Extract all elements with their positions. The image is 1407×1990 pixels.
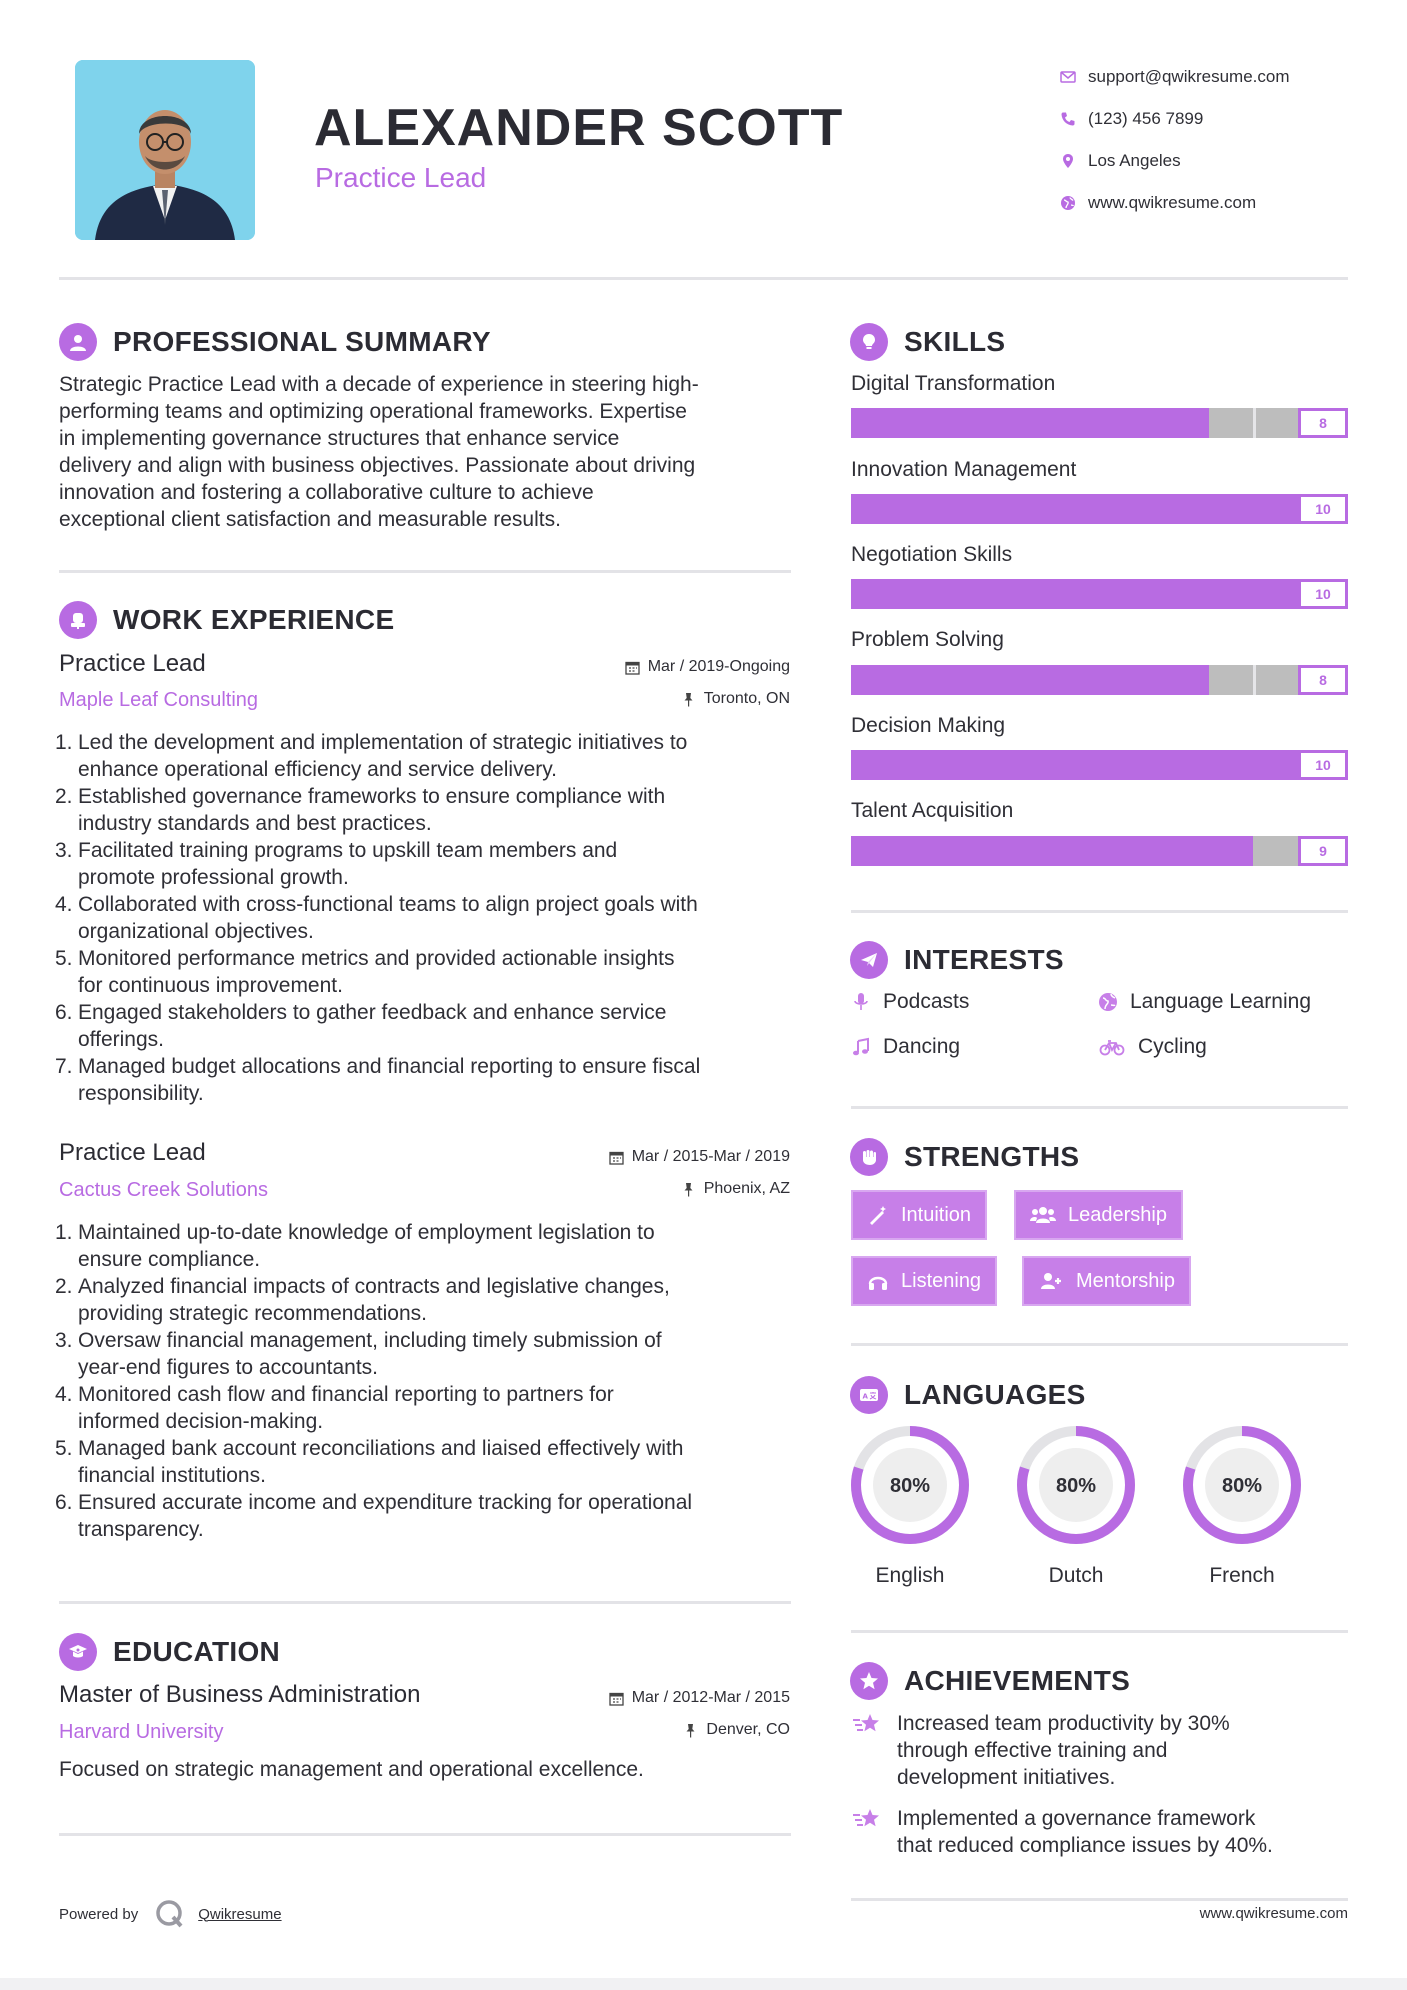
- education-location-text: Denver, CO: [706, 1721, 790, 1738]
- interest-label: Cycling: [1138, 1035, 1207, 1058]
- achievement-item: [851, 1710, 1230, 1791]
- skill-name: Digital Transformation: [851, 372, 1056, 395]
- job-date: [625, 658, 790, 676]
- candidate-name: ALEXANDER SCOTT: [314, 99, 844, 157]
- summary-line: exceptional client satisfaction and measurable results.: [59, 508, 561, 531]
- languages-title: LANGUAGES: [904, 1379, 1086, 1410]
- language-item: [1015, 1424, 1137, 1588]
- language-name: English: [875, 1564, 945, 1587]
- contact-list: [1048, 56, 1368, 224]
- skills-title: SKILLS: [904, 326, 1006, 357]
- globe-icon: [1098, 992, 1118, 1012]
- pushpin-icon: [683, 1723, 698, 1738]
- powered-by-label: Powered by: [59, 1905, 139, 1923]
- skill-fill: [851, 836, 1253, 866]
- globe-icon: [1048, 195, 1088, 211]
- headphones-icon: [867, 1270, 889, 1292]
- footer-powered-by: [59, 1898, 282, 1930]
- job-date-text: Mar / 2019-Ongoing: [647, 658, 790, 675]
- calendar-icon: [609, 1691, 624, 1706]
- language-item: [1181, 1424, 1303, 1588]
- skill-name: Decision Making: [851, 714, 1006, 737]
- summary-line: performing teams and optimizing operational frameworks. Expertise: [59, 400, 687, 423]
- school-name: Harvard University: [59, 1721, 224, 1743]
- pushpin-icon: [681, 692, 696, 707]
- interests-title: INTERESTS: [904, 944, 1064, 975]
- skill-name: Innovation Management: [851, 458, 1077, 481]
- skill-fill: [851, 579, 1348, 609]
- summary-title: PROFESSIONAL SUMMARY: [113, 326, 491, 357]
- summary-divider: [59, 570, 791, 573]
- interest-item: [1098, 1035, 1207, 1059]
- phone-icon: [1048, 111, 1088, 127]
- list-item: 2. Analyzed financial impacts of contracts and legislative changes, providing strategic recommendations.: [55, 1275, 670, 1325]
- language-percent: 80%: [1221, 1475, 1263, 1497]
- contact-email-text: support@qwikresume.com: [1088, 67, 1290, 86]
- music-note-icon: [851, 1037, 871, 1057]
- envelope-icon: [1048, 69, 1088, 85]
- skill-level-badge: 9: [1298, 836, 1348, 866]
- skill-level-badge: 8: [1298, 408, 1348, 438]
- summary-line: innovation and fostering a collaborative culture to achieve: [59, 481, 594, 504]
- list-item: 6. Engaged stakeholders to gather feedback and enhance service offerings.: [55, 1001, 667, 1051]
- strength-label: Intuition: [901, 1203, 972, 1226]
- skill-level-badge: 8: [1298, 665, 1348, 695]
- job-bullets: [55, 1219, 799, 1543]
- job-location-text: Toronto, ON: [703, 690, 790, 707]
- skill-name: Talent Acquisition: [851, 799, 1014, 822]
- candidate-title: Practice Lead: [315, 162, 487, 193]
- skill-level-badge: 10: [1298, 750, 1348, 780]
- page-bottom-strip: [0, 1978, 1407, 1990]
- education-date: [609, 1689, 790, 1707]
- language-ring: [1015, 1424, 1137, 1546]
- interest-item: [851, 1035, 960, 1059]
- users-icon: [1030, 1204, 1056, 1226]
- summary-heading: [59, 323, 491, 361]
- interest-label: Podcasts: [883, 990, 970, 1013]
- skill-segment-tick: [1253, 408, 1256, 438]
- summary-text: [59, 371, 799, 533]
- paper-plane-icon: [850, 941, 888, 979]
- language-ring: [1181, 1424, 1303, 1546]
- strength-label: Leadership: [1068, 1203, 1167, 1226]
- education-location: [683, 1721, 790, 1739]
- job-company: Maple Leaf Consulting: [59, 689, 259, 711]
- skill-name: Problem Solving: [851, 628, 1004, 651]
- achievements-heading: [850, 1662, 1130, 1700]
- achievement-line: through effective training and: [897, 1739, 1168, 1762]
- footer-url[interactable]: www.qwikresume.com: [1199, 1905, 1348, 1922]
- skill-fill: [851, 665, 1209, 695]
- language-card-icon: [850, 1376, 888, 1414]
- interest-label: Dancing: [883, 1035, 961, 1058]
- skill-name: Negotiation Skills: [851, 543, 1013, 566]
- svg-text:A: A: [862, 1392, 868, 1401]
- star-badge-icon: [850, 1662, 888, 1700]
- summary-line: in implementing governance structures that enhance service: [59, 427, 620, 450]
- microphone-icon: [851, 992, 871, 1012]
- strengths-title: STRENGTHS: [904, 1141, 1080, 1172]
- bicycle-icon: [1098, 1037, 1126, 1057]
- achievement-line: Increased team productivity by 30%: [897, 1712, 1230, 1735]
- achievement-line: Implemented a governance framework: [897, 1807, 1256, 1830]
- qwikresume-link[interactable]: Qwikresume: [198, 1905, 282, 1923]
- user-icon: [59, 323, 97, 361]
- shooting-star-icon: [851, 1803, 883, 1835]
- job-bullets: [55, 729, 799, 1107]
- skill-bar: [851, 665, 1348, 695]
- education-date-text: Mar / 2012-Mar / 2015: [631, 1689, 790, 1706]
- user-plus-icon: [1038, 1270, 1064, 1292]
- list-item: 7. Managed budget allocations and financial reporting to ensure fiscal responsibility.: [55, 1055, 701, 1105]
- summary-line: delivery and align with business objectives. Passionate about driving: [59, 454, 696, 477]
- achievement-item: [851, 1805, 1273, 1859]
- contact-location: [1048, 140, 1368, 182]
- skill-bar: [851, 750, 1348, 780]
- contact-website[interactable]: [1048, 182, 1368, 224]
- skill-bar: [851, 494, 1348, 524]
- contact-phone-text: (123) 456 7899: [1088, 109, 1204, 128]
- education-title: EDUCATION: [113, 1636, 281, 1667]
- magic-wand-icon: [867, 1204, 889, 1226]
- job-title: Practice Lead: [59, 1139, 206, 1166]
- achievements-divider: [851, 1898, 1348, 1901]
- language-item: [849, 1424, 971, 1588]
- strengths-divider: [851, 1343, 1348, 1346]
- contact-email[interactable]: [1048, 56, 1368, 98]
- interest-item: [851, 990, 969, 1014]
- languages-heading: [850, 1376, 1086, 1414]
- interests-heading: [850, 941, 1064, 979]
- strength-tag: [1022, 1256, 1191, 1306]
- fist-icon: [850, 1138, 888, 1176]
- pushpin-icon: [681, 1182, 696, 1197]
- job-date: [609, 1148, 790, 1166]
- education-heading: [59, 1633, 280, 1671]
- language-ring: [849, 1424, 971, 1546]
- list-item: 5. Monitored performance metrics and provided actionable insights for continuous improvement.: [55, 947, 675, 997]
- education-description: Focused on strategic management and operational excellence.: [59, 1758, 644, 1781]
- language-percent: 80%: [1055, 1475, 1097, 1497]
- header-divider: [59, 277, 1348, 280]
- achievements-title: ACHIEVEMENTS: [904, 1665, 1131, 1696]
- interest-label: Language Learning: [1130, 990, 1312, 1013]
- list-item: 3. Oversaw financial management, including timely submission of year-end figures to accountants.: [55, 1329, 662, 1379]
- qwikresume-logo-icon: [154, 1898, 186, 1930]
- work-title: WORK EXPERIENCE: [113, 604, 395, 635]
- briefcase-icon: [59, 601, 97, 639]
- strength-label: Listening: [901, 1269, 982, 1292]
- degree-title: Master of Business Administration: [59, 1681, 421, 1708]
- job-title: Practice Lead: [59, 650, 206, 677]
- graduation-cap-icon: [59, 1633, 97, 1671]
- strength-label: Mentorship: [1076, 1269, 1175, 1292]
- profile-photo-image: [75, 60, 255, 240]
- contact-phone[interactable]: [1048, 98, 1368, 140]
- list-item: 1. Maintained up-to-date knowledge of employment legislation to ensure compliance.: [55, 1221, 655, 1271]
- achievement-line: that reduced compliance issues by 40%.: [897, 1834, 1273, 1857]
- calendar-icon: [625, 660, 640, 675]
- work-heading: [59, 601, 394, 639]
- skill-bar: [851, 579, 1348, 609]
- contact-location-text: Los Angeles: [1088, 151, 1181, 170]
- skill-bar: [851, 836, 1348, 866]
- list-item: 5. Managed bank account reconciliations and liaised effectively with financial institutions.: [55, 1437, 684, 1487]
- interests-divider: [851, 1106, 1348, 1109]
- interest-item: [1098, 990, 1311, 1014]
- shooting-star-icon: [851, 1708, 883, 1740]
- work-divider: [59, 1601, 791, 1604]
- skill-fill: [851, 408, 1209, 438]
- list-item: 4. Monitored cash flow and financial reporting to partners for informed decision-making.: [55, 1383, 614, 1433]
- summary-line: Strategic Practice Lead with a decade of experience in steering high-: [59, 373, 699, 396]
- list-item: 1. Led the development and implementation of strategic initiatives to enhance operational efficiency and service delivery.: [55, 731, 688, 781]
- list-item: 4. Collaborated with cross-functional teams to align project goals with organizational objectives.: [55, 893, 698, 943]
- strength-tag: [851, 1256, 997, 1306]
- strengths-heading: [850, 1138, 1079, 1176]
- list-item: 3. Facilitated training programs to upskill team members and promote professional growth.: [55, 839, 618, 889]
- skill-fill: [851, 494, 1348, 524]
- language-percent: 80%: [889, 1475, 931, 1497]
- skill-level-badge: 10: [1298, 494, 1348, 524]
- education-divider: [59, 1833, 791, 1836]
- achievement-line: development initiatives.: [897, 1766, 1116, 1789]
- skill-fill: [851, 750, 1348, 780]
- strength-tag: [1014, 1190, 1183, 1240]
- job-location: [681, 1180, 790, 1198]
- job-location-text: Phoenix, AZ: [703, 1180, 790, 1197]
- profile-photo: [75, 60, 255, 240]
- list-item: 6. Ensured accurate income and expenditure tracking for operational transparency.: [55, 1491, 693, 1541]
- calendar-icon: [609, 1150, 624, 1165]
- contact-website-text: www.qwikresume.com: [1088, 193, 1257, 212]
- list-item: 2. Established governance frameworks to ensure compliance with industry standards and best practices.: [55, 785, 666, 835]
- strength-tag: [851, 1190, 987, 1240]
- skill-segment-tick: [1253, 665, 1256, 695]
- job-date-text: Mar / 2015-Mar / 2019: [631, 1148, 790, 1165]
- lightbulb-icon: [850, 323, 888, 361]
- skills-divider: [851, 910, 1348, 913]
- language-name: French: [1209, 1564, 1275, 1587]
- job-company: Cactus Creek Solutions: [59, 1179, 268, 1201]
- skills-heading: [850, 323, 1005, 361]
- skill-level-badge: 10: [1298, 579, 1348, 609]
- location-pin-icon: [1048, 153, 1088, 169]
- language-name: Dutch: [1048, 1564, 1104, 1587]
- skill-bar: [851, 408, 1348, 438]
- job-location: [681, 690, 790, 708]
- languages-divider: [851, 1630, 1348, 1633]
